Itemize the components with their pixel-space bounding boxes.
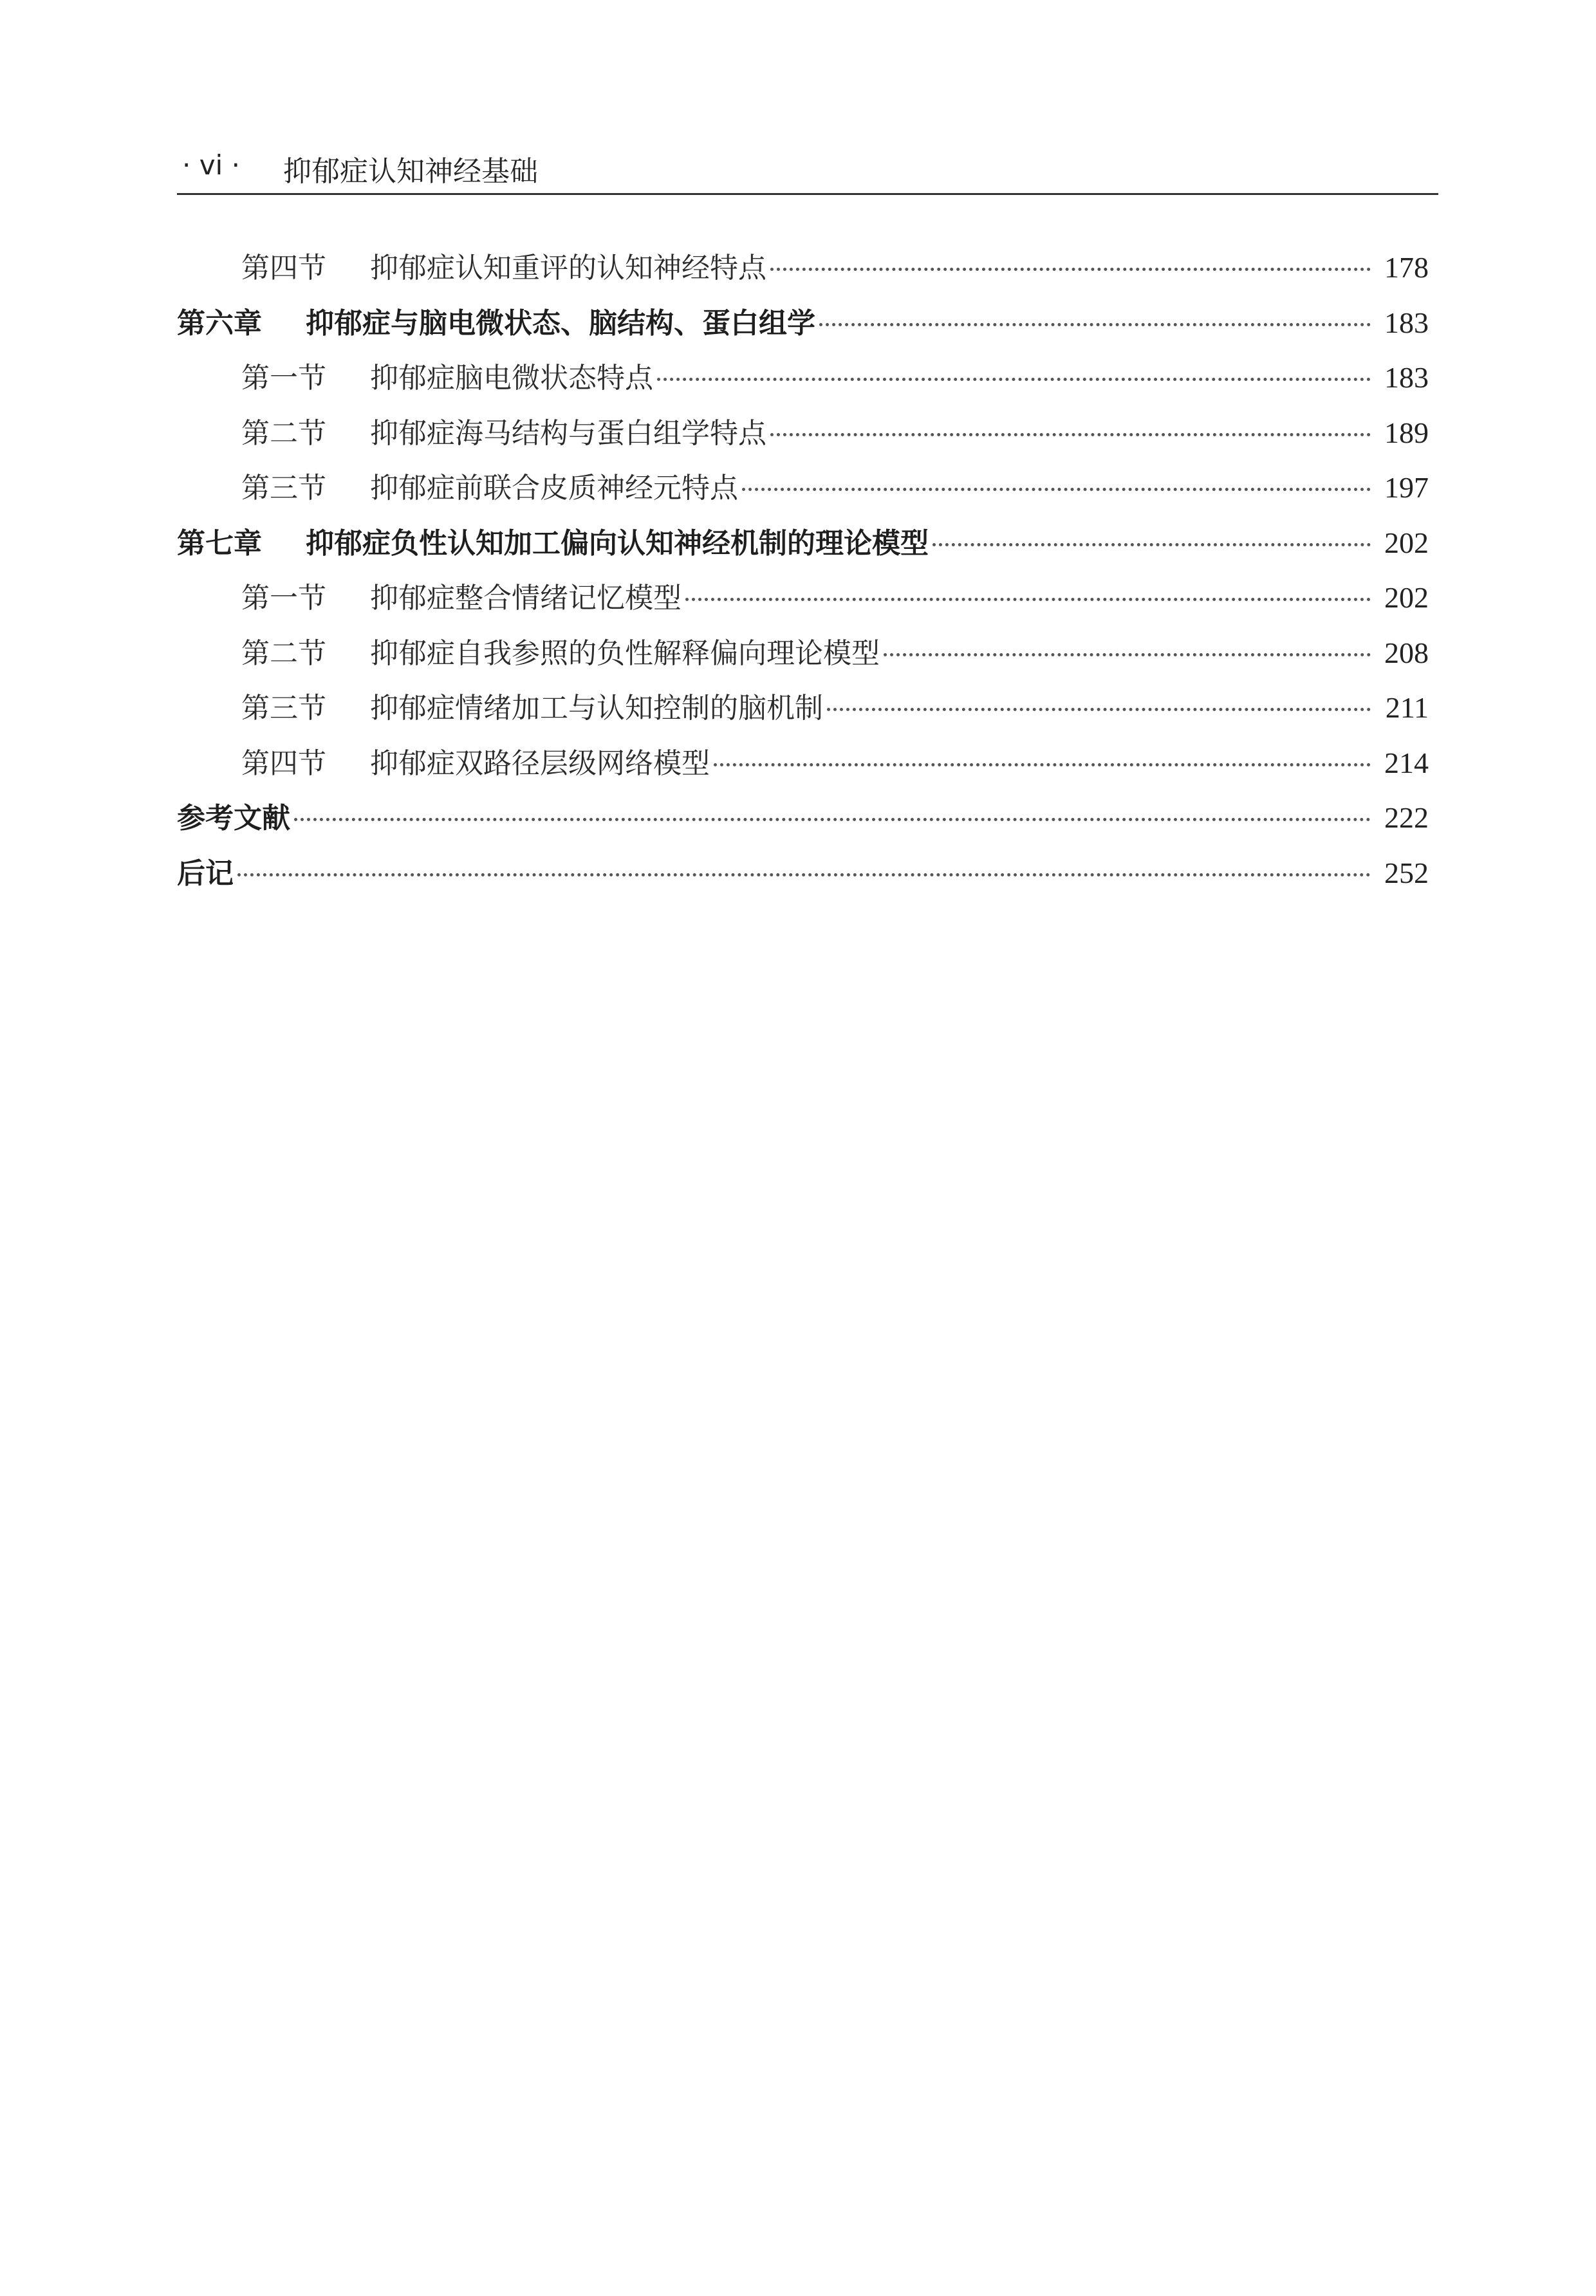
toc-entry-page: 178	[1384, 251, 1429, 284]
toc-entry-page: 183	[1384, 306, 1429, 339]
toc-entry-number: 第七章	[177, 526, 262, 560]
toc-entry-number: 第一节	[241, 582, 326, 615]
toc-entry-page: 214	[1384, 746, 1429, 779]
toc-entry-number: 第一节	[241, 362, 326, 394]
dot-leader	[237, 873, 1371, 876]
toc-entry-title: 抑郁症与脑电微状态、脑结构、蛋白组学	[306, 306, 815, 340]
toc-references-entry[interactable]	[177, 795, 1429, 850]
toc-entry-title: 抑郁症脑电微状态特点	[370, 362, 653, 394]
book-title: 抑郁症认知神经基础	[283, 155, 538, 188]
toc-entry-title: 抑郁症双路径层级网络模型	[370, 746, 710, 780]
dot-leader	[685, 598, 1371, 601]
dot-leader	[714, 763, 1371, 766]
toc-entry-title: 后记	[177, 856, 234, 890]
table-of-contents	[177, 245, 1429, 905]
toc-entry[interactable]	[177, 630, 1429, 685]
toc-entry-page: 202	[1384, 526, 1429, 559]
toc-entry-number: 第二节	[241, 636, 326, 670]
toc-entry[interactable]	[177, 685, 1429, 740]
toc-entry-page: 222	[1384, 801, 1429, 834]
dot-leader	[742, 488, 1371, 491]
toc-entry-title: 抑郁症海马结构与蛋白组学特点	[370, 416, 766, 450]
dot-leader	[819, 323, 1371, 326]
toc-postscript-entry[interactable]	[177, 850, 1429, 905]
toc-entry-page: 211	[1385, 691, 1429, 724]
toc-entry-page: 189	[1384, 416, 1429, 449]
toc-entry[interactable]	[177, 245, 1429, 300]
toc-chapter-entry[interactable]	[177, 300, 1429, 355]
dot-leader	[884, 653, 1371, 656]
dot-leader	[770, 268, 1371, 271]
dot-leader	[657, 378, 1371, 381]
toc-entry-title: 抑郁症负性认知加工偏向认知神经机制的理论模型	[306, 526, 929, 560]
toc-entry-title: 抑郁症认知重评的认知神经特点	[370, 252, 766, 284]
toc-entry-number: 第二节	[241, 416, 326, 450]
toc-entry[interactable]	[177, 740, 1429, 795]
page-number-mark: · vi ·	[182, 149, 240, 181]
toc-entry-title: 抑郁症情绪加工与认知控制的脑机制	[370, 692, 823, 725]
toc-entry-title: 抑郁症前联合皮质神经元特点	[370, 472, 738, 505]
dot-leader	[294, 818, 1371, 821]
toc-entry-number: 第四节	[241, 746, 326, 780]
toc-entry-title: 抑郁症整合情绪记忆模型	[370, 582, 682, 615]
toc-entry[interactable]	[177, 465, 1429, 520]
toc-entry-page: 183	[1384, 361, 1429, 394]
toc-entry-page: 202	[1384, 581, 1429, 614]
toc-entry[interactable]	[177, 575, 1429, 630]
dot-leader	[827, 708, 1371, 711]
toc-entry[interactable]	[177, 355, 1429, 410]
toc-entry-number: 第六章	[177, 306, 262, 340]
toc-entry-title: 抑郁症自我参照的负性解释偏向理论模型	[370, 636, 880, 670]
toc-chapter-entry[interactable]	[177, 520, 1429, 575]
dot-leader	[933, 543, 1371, 546]
toc-entry[interactable]	[177, 410, 1429, 465]
toc-entry-page: 208	[1384, 636, 1429, 669]
toc-entry-number: 第四节	[241, 252, 326, 284]
toc-entry-number: 第三节	[241, 472, 326, 505]
toc-entry-number: 第三节	[241, 692, 326, 725]
running-header	[177, 147, 1438, 195]
toc-entry-title: 参考文献	[177, 802, 290, 835]
toc-entry-page: 252	[1384, 856, 1429, 889]
dot-leader	[770, 433, 1371, 436]
toc-entry-page: 197	[1384, 471, 1429, 504]
